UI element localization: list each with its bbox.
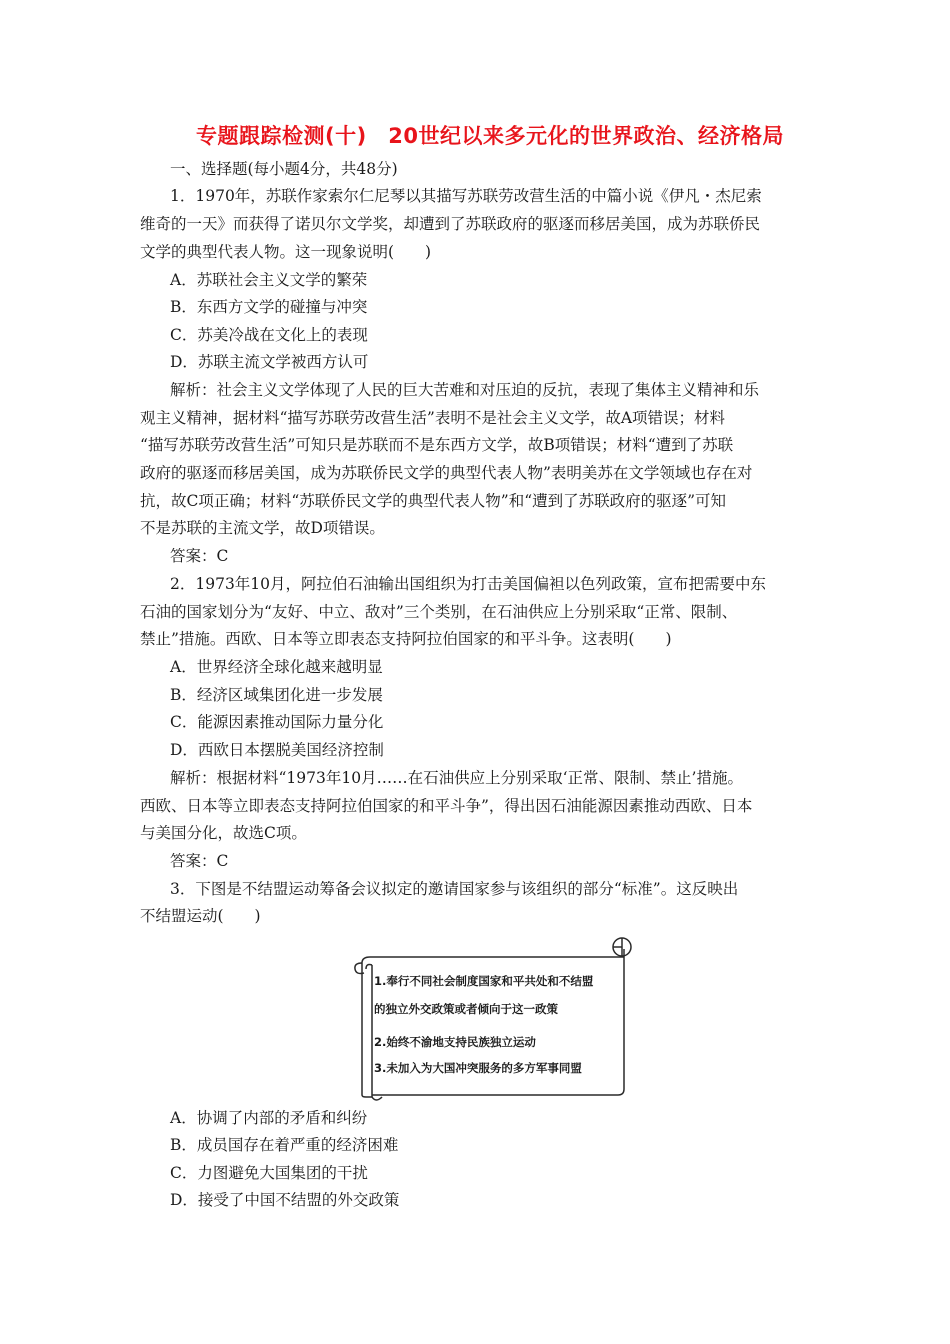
q2-stem-line: 2．1973年10月，阿拉伯石油输出国组织为打击美国偏袒以色列政策，宣布把需要中东 xyxy=(170,575,767,593)
q3-option-c: C．力图避免大国集团的干扰 xyxy=(170,1164,368,1182)
page-title: 专题跟踪检测(十) 20世纪以来多元化的世界政治、经济格局 xyxy=(196,124,784,148)
q2-analysis-line: 西欧、日本等立即表态支持阿拉伯国家的和平斗争”，得出因石油能源因素推动西欧、日本 xyxy=(140,797,753,815)
q2-option-a: A．世界经济全球化越来越明显 xyxy=(170,658,383,676)
q2-analysis-line: 解析：根据材料“1973年10月……在石油供应上分别采取‘正常、限制、禁止’措施。 xyxy=(170,769,743,787)
q1-analysis-line: 解析：社会主义文学体现了人民的巨大苦难和对压迫的反抗，表现了集体主义精神和乐 xyxy=(170,381,760,399)
q2-option-c: C．能源因素推动国际力量分化 xyxy=(170,713,384,731)
q1-stem-line: 维奇的一天》而获得了诺贝尔文学奖，却遭到了苏联政府的驱逐而移居美国，成为苏联侨民 xyxy=(140,215,761,233)
q1-analysis-line: 不是苏联的主流文学，故D项错误。 xyxy=(140,519,385,537)
criteria-line-2: 2.始终不渝地支持民族独立运动 xyxy=(374,1035,536,1049)
q2-analysis-line: 与美国分化，故选C项。 xyxy=(140,824,307,842)
scroll-outline xyxy=(352,935,638,1101)
q1-option-b: B．东西方文学的碰撞与冲突 xyxy=(170,298,368,316)
q2-answer: 答案：C xyxy=(170,852,229,870)
q1-analysis-line: 观主义精神，据材料“描写苏联劳改营生活”表明不是社会主义文学，故A项错误；材料 xyxy=(140,409,726,427)
q1-option-c: C．苏美冷战在文化上的表现 xyxy=(170,326,368,344)
q2-stem-line: 禁止”措施。西欧、日本等立即表态支持阿拉伯国家的和平斗争。这表明( ) xyxy=(140,630,672,648)
q1-analysis-line: “描写苏联劳改营生活”可知只是苏联而不是东西方文学，故B项错误；材料“遭到了苏联 xyxy=(140,436,734,454)
q2-stem-line: 石油的国家划分为“友好、中立、敌对”三个类别，在石油供应上分别采取“正常、限制、 xyxy=(140,603,738,621)
q1-analysis-line: 政府的驱逐而移居美国，成为苏联侨民文学的典型代表人物”表明美苏在文学领域也存在对 xyxy=(140,464,753,482)
q1-analysis-line: 抗，故C项正确；材料“苏联侨民文学的典型代表人物”和“遭到了苏联政府的驱逐”可知 xyxy=(140,492,727,510)
q3-stem-line: 不结盟运动( ) xyxy=(140,907,261,925)
q1-stem-line: 1．1970年，苏联作家索尔仁尼琴以其描写苏联劳改营生活的中篇小说《伊凡・杰尼索 xyxy=(170,187,762,205)
q1-option-a: A．苏联社会主义文学的繁荣 xyxy=(170,271,368,289)
q3-stem-line: 3．下图是不结盟运动筹备会议拟定的邀请国家参与该组织的部分“标准”。这反映出 xyxy=(170,880,739,898)
q1-option-d: D．苏联主流文学被西方认可 xyxy=(170,353,369,371)
q3-option-a: A．协调了内部的矛盾和纠纷 xyxy=(170,1109,368,1127)
q2-option-d: D．西欧日本摆脱美国经济控制 xyxy=(170,741,384,759)
criteria-line-1a: 1.奉行不同社会制度国家和平共处和不结盟 xyxy=(374,974,594,988)
q1-stem-line: 文学的典型代表人物。这一现象说明( ) xyxy=(140,243,432,261)
q2-option-b: B．经济区域集团化进一步发展 xyxy=(170,686,383,704)
section-heading: 一、选择题(每小题4分，共48分) xyxy=(170,160,398,178)
criteria-line-1b: 的独立外交政策或者倾向于这一政策 xyxy=(374,1002,558,1016)
q3-option-d: D．接受了中国不结盟的外交政策 xyxy=(170,1191,400,1209)
q3-option-b: B．成员国存在着严重的经济困难 xyxy=(170,1136,399,1154)
criteria-line-3: 3.未加入为大国冲突服务的多方军事同盟 xyxy=(374,1061,582,1075)
criteria-scroll-figure xyxy=(352,935,638,1101)
q1-answer: 答案：C xyxy=(170,547,229,565)
